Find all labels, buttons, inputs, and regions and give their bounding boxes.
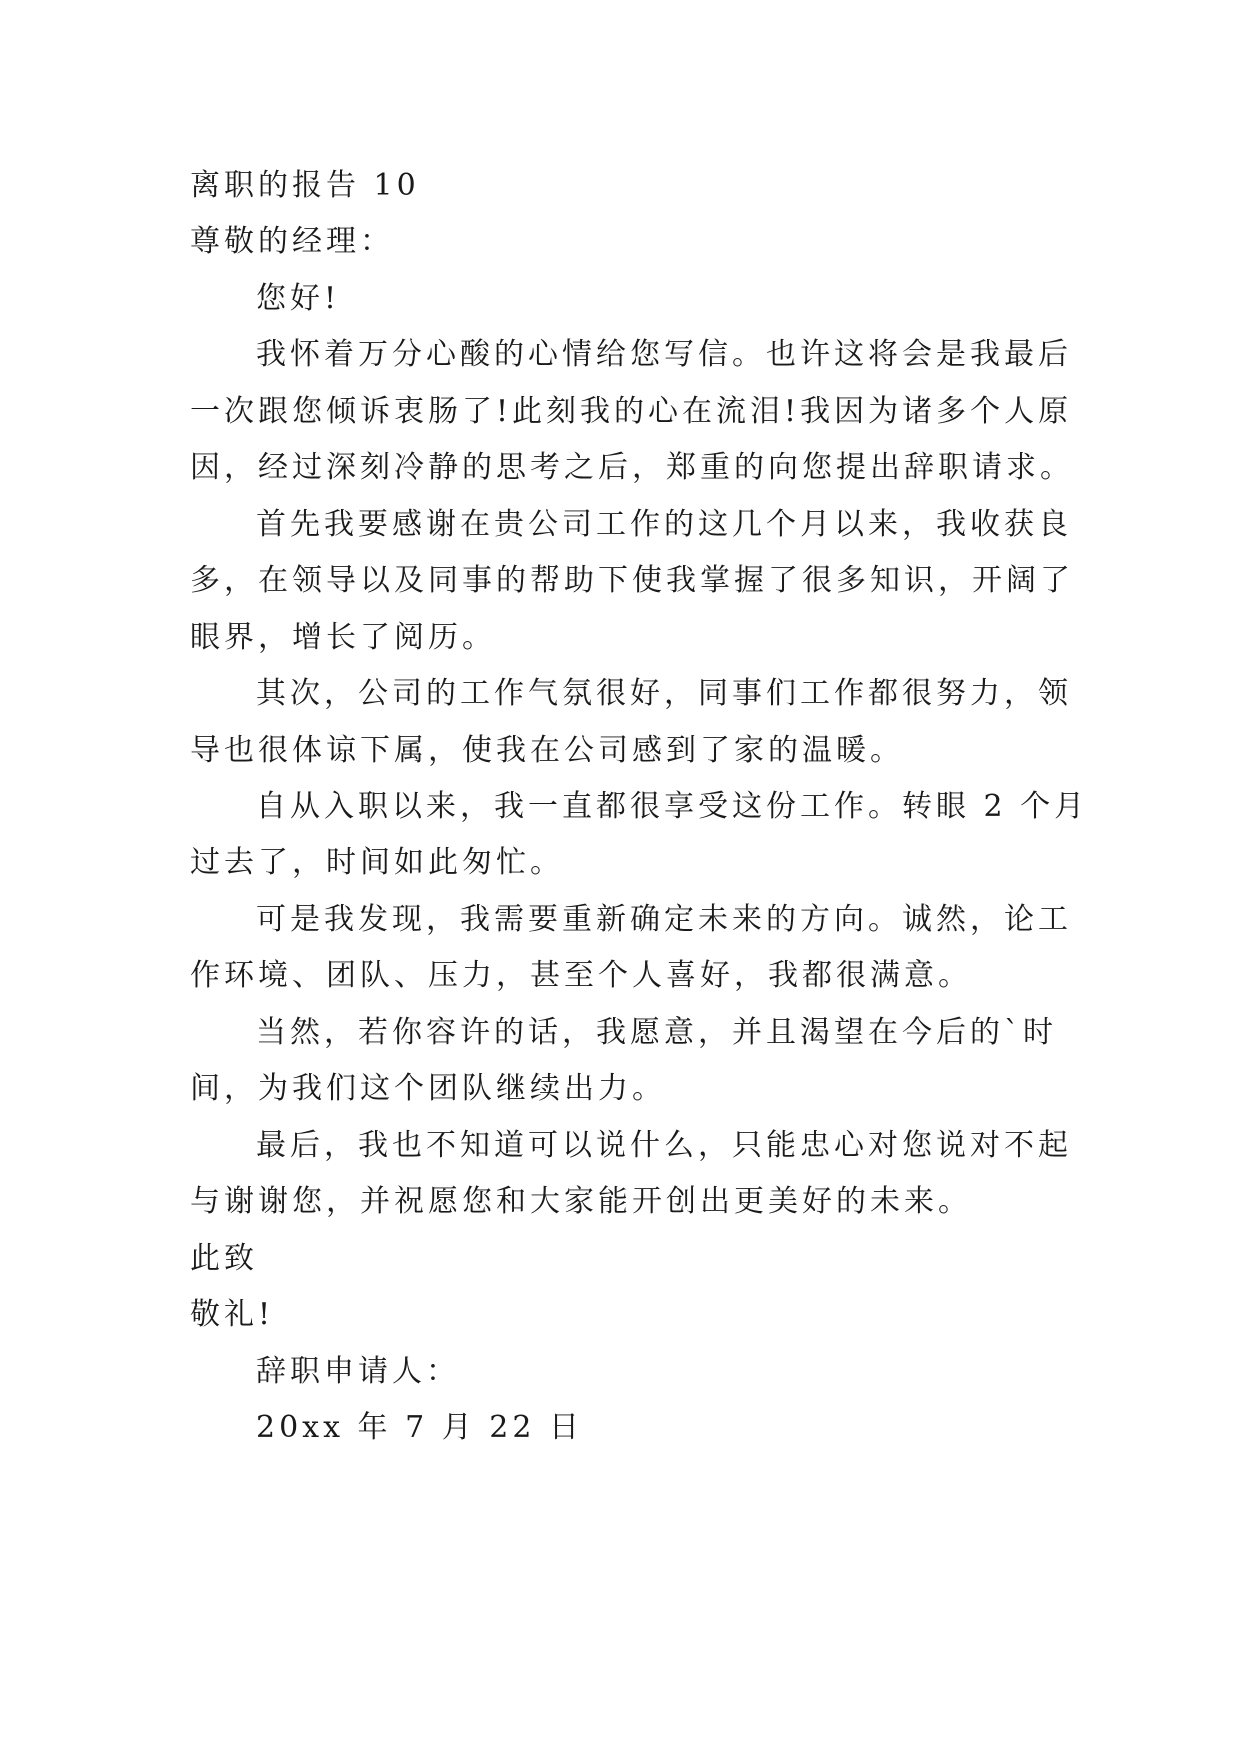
- greeting: 您好!: [256, 281, 341, 316]
- paragraph-6-line-1: 当然，若你容许的话，我愿意，并且渴望在今后的`时: [256, 1015, 1057, 1050]
- closing-line-1: 此致: [190, 1241, 258, 1276]
- paragraph-4-line-1: 自从入职以来，我一直都很享受这份工作。转眼 2 个月: [256, 789, 1089, 824]
- salutation: 尊敬的经理：: [190, 224, 394, 259]
- paragraph-5-line-1: 可是我发现，我需要重新确定未来的方向。诚然，论工: [256, 902, 1072, 937]
- paragraph-1-line-1: 我怀着万分心酸的心情给您写信。也许这将会是我最后: [256, 337, 1072, 372]
- paragraph-7-line-1: 最后，我也不知道可以说什么，只能忠心对您说对不起: [256, 1128, 1072, 1163]
- paragraph-5-line-2: 作环境、团队、压力，甚至个人喜好，我都很满意。: [190, 958, 972, 993]
- paragraph-6-line-2: 间，为我们这个团队继续出力。: [190, 1071, 666, 1106]
- paragraph-3-line-1: 其次，公司的工作气氛很好，同事们工作都很努力，领: [256, 676, 1072, 711]
- paragraph-7-line-2: 与谢谢您，并祝愿您和大家能开创出更美好的未来。: [190, 1184, 972, 1219]
- paragraph-1-line-2: 一次跟您倾诉衷肠了!此刻我的心在流泪!我因为诸多个人原: [190, 394, 1073, 429]
- letter-date: 20xx 年 7 月 22 日: [256, 1410, 583, 1445]
- paragraph-4-line-2: 过去了，时间如此匆忙。: [190, 845, 564, 880]
- paragraph-2-line-2: 多，在领导以及同事的帮助下使我掌握了很多知识，开阔了: [190, 563, 1074, 598]
- paragraph-2-line-1: 首先我要感谢在贵公司工作的这几个月以来，我收获良: [256, 507, 1072, 542]
- document-title: 离职的报告 10: [190, 168, 420, 203]
- paragraph-1-line-3: 因，经过深刻冷静的思考之后，郑重的向您提出辞职请求。: [190, 450, 1074, 485]
- paragraph-2-line-3: 眼界，增长了阅历。: [190, 620, 496, 655]
- signature-label: 辞职申请人：: [256, 1354, 460, 1389]
- paragraph-3-line-2: 导也很体谅下属，使我在公司感到了家的温暖。: [190, 733, 904, 768]
- closing-line-2: 敬礼!: [190, 1297, 275, 1332]
